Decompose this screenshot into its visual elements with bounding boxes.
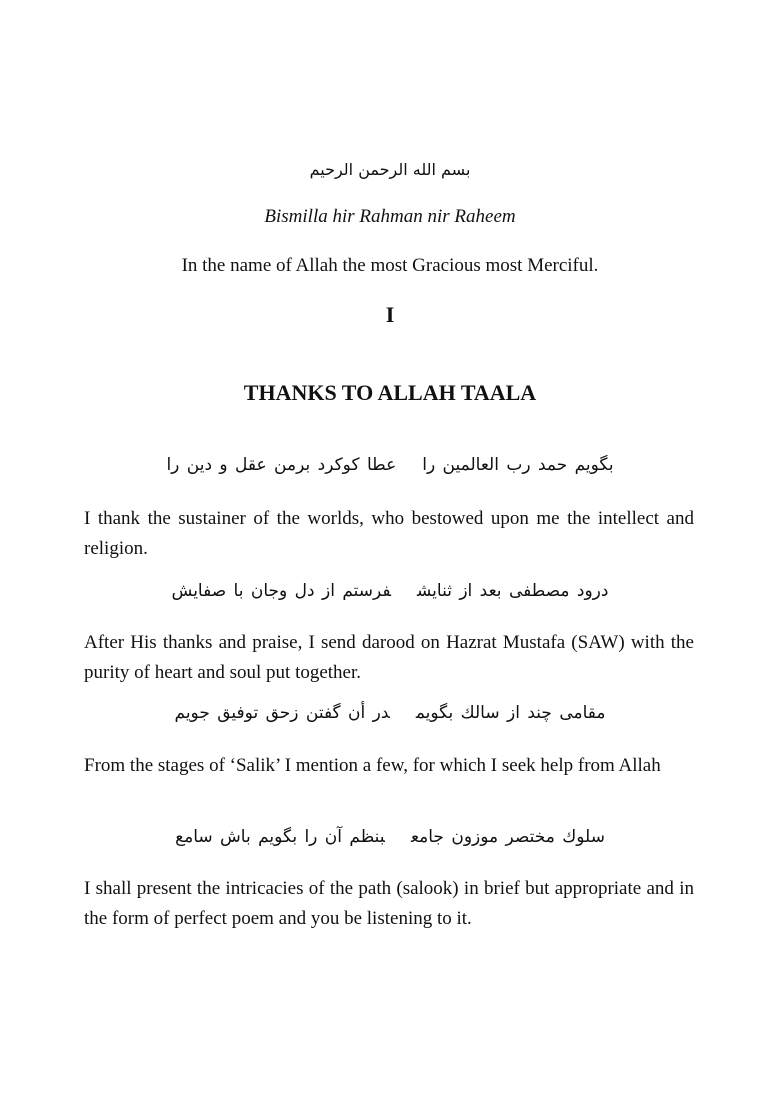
verse-arabic xyxy=(0,827,780,847)
verse-hemistich: بگویم حمد رب العالمین را xyxy=(422,455,614,475)
chapter-title: THANKS TO ALLAH TAALA xyxy=(243,380,537,405)
verse-hemistich: درود مصطفی بعد از ثنایش xyxy=(417,581,609,601)
verse-arabic xyxy=(0,703,780,723)
verse-arabic xyxy=(0,581,780,601)
verse-translation: From the stages of ‘Salik’ I mention a few, for which I seek help from Allah xyxy=(84,755,661,776)
bismillah-arabic: بسم الله الرحمن الرحيم xyxy=(309,160,471,179)
verse-hemistich: فرستم از دل وجان با صفایش xyxy=(171,581,391,601)
verse-translation: After His thanks and praise, I send darood on Hazrat Mustafa (SAW) with the purity of heart and soul put together. xyxy=(84,632,694,683)
verse-hemistich: در أن گفتن زحق توفیق جویم xyxy=(174,703,390,723)
bismillah-transliteration: Bismilla hir Rahman nir Raheem xyxy=(264,206,516,227)
verse-translation: I thank the sustainer of the worlds, who bestowed upon me the intellect and religion. xyxy=(84,508,694,559)
bismillah-translation: In the name of Allah the most Gracious most Merciful. xyxy=(181,255,599,276)
verse-hemistich: سلوك مختصر موزون جامع xyxy=(410,827,605,847)
chapter-number: I xyxy=(385,302,395,327)
verse-hemistich: عطا کوکرد برمن عقل و دین را xyxy=(166,455,397,475)
verse-hemistich: بنظم آن را بگویم باش سامع xyxy=(175,827,385,847)
verse-hemistich: مقامی چند از سالك بگویم xyxy=(415,703,606,723)
verse-arabic xyxy=(0,455,780,475)
verse-translation: I shall present the intricacies of the path (salook) in brief but appropriate and in the form of perfect poem and you be listening to it. xyxy=(84,878,694,929)
